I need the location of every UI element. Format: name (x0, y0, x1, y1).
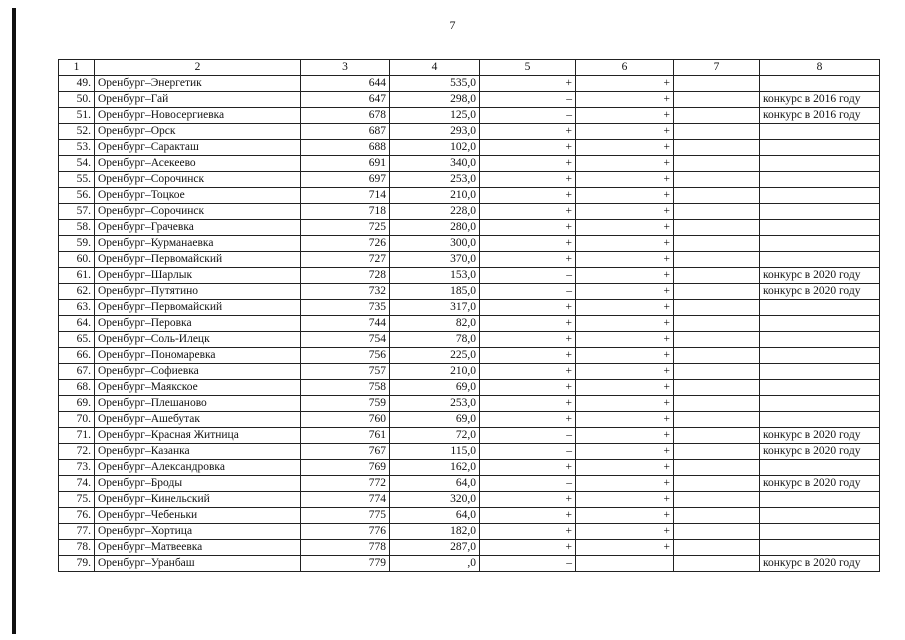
table-row (59, 236, 880, 252)
row-number-cell: 78. (59, 540, 95, 556)
route-code-cell: 774 (301, 492, 390, 508)
route-code-cell: 778 (301, 540, 390, 556)
column-6-mark-cell: + (576, 492, 674, 508)
distance-cell: 287,0 (390, 540, 480, 556)
row-number-cell: 57. (59, 204, 95, 220)
route-name-cell: Оренбург–Чебеньки (95, 508, 301, 524)
column-7-cell (674, 396, 760, 412)
row-number-cell: 64. (59, 316, 95, 332)
column-7-cell (674, 444, 760, 460)
distance-cell: 340,0 (390, 156, 480, 172)
note-cell: конкурс в 2016 году (760, 92, 880, 108)
page-number: 7 (449, 18, 456, 32)
route-code-cell: 735 (301, 300, 390, 316)
column-7-cell (674, 524, 760, 540)
column-7-cell (674, 284, 760, 300)
note-cell (760, 460, 880, 476)
route-code-cell: 779 (301, 556, 390, 572)
column-7-cell (674, 140, 760, 156)
table-row (59, 444, 880, 460)
row-number-cell: 62. (59, 284, 95, 300)
note-cell (760, 204, 880, 220)
column-5-mark-cell: + (480, 380, 576, 396)
note-cell (760, 188, 880, 204)
route-name-cell: Оренбург–Кинельский (95, 492, 301, 508)
distance-cell: 210,0 (390, 364, 480, 380)
distance-cell: 300,0 (390, 236, 480, 252)
column-header: 8 (760, 60, 880, 76)
table-row (59, 204, 880, 220)
column-7-cell (674, 540, 760, 556)
column-header: 1 (59, 60, 95, 76)
table-row (59, 124, 880, 140)
route-code-cell: 754 (301, 332, 390, 348)
table-row (59, 348, 880, 364)
column-6-mark-cell: + (576, 156, 674, 172)
column-header: 7 (674, 60, 760, 76)
column-5-mark-cell: + (480, 348, 576, 364)
column-header: 5 (480, 60, 576, 76)
route-code-cell: 727 (301, 252, 390, 268)
column-7-cell (674, 124, 760, 140)
note-cell (760, 508, 880, 524)
row-number-cell: 71. (59, 428, 95, 444)
route-name-cell: Оренбург–Саракташ (95, 140, 301, 156)
column-7-cell (674, 428, 760, 444)
note-cell (760, 332, 880, 348)
distance-cell: 280,0 (390, 220, 480, 236)
column-6-mark-cell: + (576, 284, 674, 300)
column-5-mark-cell: + (480, 236, 576, 252)
row-number-cell: 49. (59, 76, 95, 92)
column-6-mark-cell: + (576, 540, 674, 556)
row-number-cell: 75. (59, 492, 95, 508)
distance-cell: 228,0 (390, 204, 480, 220)
route-code-cell: 691 (301, 156, 390, 172)
table-row (59, 428, 880, 444)
column-7-cell (674, 412, 760, 428)
note-cell (760, 492, 880, 508)
table-header-row (59, 60, 880, 76)
note-cell: конкурс в 2020 году (760, 444, 880, 460)
distance-cell: 253,0 (390, 396, 480, 412)
column-7-cell (674, 156, 760, 172)
column-6-mark-cell: + (576, 236, 674, 252)
distance-cell: 298,0 (390, 92, 480, 108)
note-cell (760, 316, 880, 332)
column-5-mark-cell: + (480, 300, 576, 316)
distance-cell: 69,0 (390, 380, 480, 396)
row-number-cell: 60. (59, 252, 95, 268)
distance-cell: 225,0 (390, 348, 480, 364)
distance-cell: 153,0 (390, 268, 480, 284)
distance-cell: 72,0 (390, 428, 480, 444)
route-name-cell: Оренбург–Грачевка (95, 220, 301, 236)
row-number-cell: 55. (59, 172, 95, 188)
note-cell (760, 412, 880, 428)
route-code-cell: 757 (301, 364, 390, 380)
column-6-mark-cell: + (576, 476, 674, 492)
column-6-mark-cell: + (576, 220, 674, 236)
route-name-cell: Оренбург–Асекеево (95, 156, 301, 172)
column-7-cell (674, 364, 760, 380)
row-number-cell: 61. (59, 268, 95, 284)
route-name-cell: Оренбург–Орск (95, 124, 301, 140)
route-name-cell: Оренбург–Александровка (95, 460, 301, 476)
note-cell (760, 220, 880, 236)
column-5-mark-cell: + (480, 492, 576, 508)
route-code-cell: 647 (301, 92, 390, 108)
column-5-mark-cell: + (480, 252, 576, 268)
column-6-mark-cell: + (576, 348, 674, 364)
row-number-cell: 69. (59, 396, 95, 412)
column-6-mark-cell: + (576, 444, 674, 460)
row-number-cell: 65. (59, 332, 95, 348)
table-row (59, 460, 880, 476)
column-5-mark-cell: – (480, 92, 576, 108)
distance-cell: 102,0 (390, 140, 480, 156)
route-code-cell: 775 (301, 508, 390, 524)
table-row (59, 412, 880, 428)
table-row (59, 108, 880, 124)
row-number-cell: 67. (59, 364, 95, 380)
column-5-mark-cell: + (480, 76, 576, 92)
column-7-cell (674, 188, 760, 204)
distance-cell: 210,0 (390, 188, 480, 204)
note-cell (760, 140, 880, 156)
route-name-cell: Оренбург–Перовка (95, 316, 301, 332)
note-cell: конкурс в 2016 году (760, 108, 880, 124)
column-header: 4 (390, 60, 480, 76)
table-row (59, 76, 880, 92)
route-code-cell: 728 (301, 268, 390, 284)
distance-cell: 253,0 (390, 172, 480, 188)
table-row (59, 508, 880, 524)
distance-cell: 125,0 (390, 108, 480, 124)
note-cell (760, 236, 880, 252)
table-row (59, 380, 880, 396)
route-name-cell: Оренбург–Сорочинск (95, 172, 301, 188)
table-row (59, 140, 880, 156)
column-6-mark-cell: + (576, 76, 674, 92)
note-cell (760, 380, 880, 396)
route-name-cell: Оренбург–Казанка (95, 444, 301, 460)
table-body (59, 60, 880, 572)
table-row (59, 300, 880, 316)
route-name-cell: Оренбург–Тоцкое (95, 188, 301, 204)
route-code-cell: 767 (301, 444, 390, 460)
distance-cell: 82,0 (390, 316, 480, 332)
column-7-cell (674, 172, 760, 188)
row-number-cell: 59. (59, 236, 95, 252)
column-7-cell (674, 380, 760, 396)
column-7-cell (674, 92, 760, 108)
row-number-cell: 77. (59, 524, 95, 540)
column-7-cell (674, 204, 760, 220)
table-row (59, 492, 880, 508)
distance-cell: 69,0 (390, 412, 480, 428)
column-5-mark-cell: – (480, 108, 576, 124)
route-code-cell: 759 (301, 396, 390, 412)
column-7-cell (674, 508, 760, 524)
column-7-cell (674, 252, 760, 268)
column-7-cell (674, 556, 760, 572)
note-cell (760, 364, 880, 380)
route-name-cell: Оренбург–Гай (95, 92, 301, 108)
column-5-mark-cell: + (480, 396, 576, 412)
note-cell (760, 156, 880, 172)
column-5-mark-cell: + (480, 412, 576, 428)
column-5-mark-cell: + (480, 156, 576, 172)
column-6-mark-cell: + (576, 428, 674, 444)
route-code-cell: 761 (301, 428, 390, 444)
column-6-mark-cell: + (576, 188, 674, 204)
row-number-cell: 54. (59, 156, 95, 172)
route-code-cell: 644 (301, 76, 390, 92)
row-number-cell: 79. (59, 556, 95, 572)
column-header: 3 (301, 60, 390, 76)
column-7-cell (674, 348, 760, 364)
note-cell (760, 124, 880, 140)
column-6-mark-cell: + (576, 140, 674, 156)
route-code-cell: 744 (301, 316, 390, 332)
column-6-mark-cell: + (576, 396, 674, 412)
column-6-mark-cell (576, 556, 674, 572)
route-name-cell: Оренбург–Маякское (95, 380, 301, 396)
row-number-cell: 50. (59, 92, 95, 108)
column-7-cell (674, 460, 760, 476)
column-7-cell (674, 492, 760, 508)
column-5-mark-cell: + (480, 204, 576, 220)
route-code-cell: 732 (301, 284, 390, 300)
route-name-cell: Оренбург–Красная Житница (95, 428, 301, 444)
table-row (59, 92, 880, 108)
note-cell (760, 348, 880, 364)
column-5-mark-cell: + (480, 220, 576, 236)
route-code-cell: 769 (301, 460, 390, 476)
column-5-mark-cell: + (480, 508, 576, 524)
column-7-cell (674, 76, 760, 92)
route-name-cell: Оренбург–Первомайский (95, 252, 301, 268)
row-number-cell: 52. (59, 124, 95, 140)
column-5-mark-cell: + (480, 540, 576, 556)
table-row (59, 396, 880, 412)
column-6-mark-cell: + (576, 172, 674, 188)
table-row (59, 188, 880, 204)
row-number-cell: 74. (59, 476, 95, 492)
column-6-mark-cell: + (576, 364, 674, 380)
scan-edge-bar (12, 8, 16, 634)
column-6-mark-cell: + (576, 460, 674, 476)
route-name-cell: Оренбург–Путятино (95, 284, 301, 300)
column-6-mark-cell: + (576, 92, 674, 108)
note-cell: конкурс в 2020 году (760, 284, 880, 300)
route-name-cell: Оренбург–Софиевка (95, 364, 301, 380)
distance-cell: 182,0 (390, 524, 480, 540)
note-cell: конкурс в 2020 году (760, 556, 880, 572)
column-5-mark-cell: + (480, 460, 576, 476)
route-name-cell: Оренбург–Уранбаш (95, 556, 301, 572)
column-7-cell (674, 332, 760, 348)
column-7-cell (674, 476, 760, 492)
route-name-cell: Оренбург–Ашебутак (95, 412, 301, 428)
route-code-cell: 760 (301, 412, 390, 428)
column-5-mark-cell: + (480, 316, 576, 332)
distance-cell: 64,0 (390, 476, 480, 492)
table-row (59, 332, 880, 348)
row-number-cell: 58. (59, 220, 95, 236)
route-code-cell: 776 (301, 524, 390, 540)
route-name-cell: Оренбург–Сорочинск (95, 204, 301, 220)
column-7-cell (674, 268, 760, 284)
row-number-cell: 53. (59, 140, 95, 156)
column-6-mark-cell: + (576, 300, 674, 316)
column-5-mark-cell: – (480, 444, 576, 460)
column-5-mark-cell: + (480, 364, 576, 380)
note-cell (760, 172, 880, 188)
route-code-cell: 714 (301, 188, 390, 204)
distance-cell: 64,0 (390, 508, 480, 524)
route-code-cell: 758 (301, 380, 390, 396)
column-6-mark-cell: + (576, 524, 674, 540)
route-code-cell: 688 (301, 140, 390, 156)
note-cell (760, 396, 880, 412)
column-6-mark-cell: + (576, 316, 674, 332)
table-row (59, 268, 880, 284)
column-6-mark-cell: + (576, 252, 674, 268)
table-row (59, 364, 880, 380)
column-header: 2 (95, 60, 301, 76)
distance-cell: 78,0 (390, 332, 480, 348)
table-row (59, 316, 880, 332)
table-row (59, 556, 880, 572)
route-name-cell: Оренбург–Броды (95, 476, 301, 492)
table-row (59, 524, 880, 540)
table-row (59, 540, 880, 556)
row-number-cell: 76. (59, 508, 95, 524)
distance-cell: 293,0 (390, 124, 480, 140)
column-header: 6 (576, 60, 674, 76)
column-6-mark-cell: + (576, 124, 674, 140)
row-number-cell: 56. (59, 188, 95, 204)
column-6-mark-cell: + (576, 508, 674, 524)
row-number-cell: 68. (59, 380, 95, 396)
distance-cell: 370,0 (390, 252, 480, 268)
distance-cell: ,0 (390, 556, 480, 572)
note-cell: конкурс в 2020 году (760, 268, 880, 284)
column-5-mark-cell: – (480, 556, 576, 572)
column-5-mark-cell: + (480, 172, 576, 188)
column-5-mark-cell: – (480, 428, 576, 444)
column-5-mark-cell: + (480, 124, 576, 140)
column-6-mark-cell: + (576, 268, 674, 284)
row-number-cell: 51. (59, 108, 95, 124)
distance-cell: 185,0 (390, 284, 480, 300)
column-6-mark-cell: + (576, 380, 674, 396)
distance-cell: 535,0 (390, 76, 480, 92)
note-cell (760, 540, 880, 556)
route-name-cell: Оренбург–Курманаевка (95, 236, 301, 252)
route-name-cell: Оренбург–Первомайский (95, 300, 301, 316)
route-code-cell: 726 (301, 236, 390, 252)
column-7-cell (674, 108, 760, 124)
column-5-mark-cell: – (480, 284, 576, 300)
row-number-cell: 70. (59, 412, 95, 428)
column-7-cell (674, 220, 760, 236)
table-row (59, 252, 880, 268)
column-6-mark-cell: + (576, 204, 674, 220)
table-row (59, 156, 880, 172)
route-code-cell: 756 (301, 348, 390, 364)
column-5-mark-cell: – (480, 476, 576, 492)
column-7-cell (674, 300, 760, 316)
row-number-cell: 66. (59, 348, 95, 364)
column-6-mark-cell: + (576, 332, 674, 348)
column-5-mark-cell: + (480, 332, 576, 348)
column-5-mark-cell: + (480, 524, 576, 540)
row-number-cell: 72. (59, 444, 95, 460)
note-cell (760, 252, 880, 268)
route-name-cell: Оренбург–Хортица (95, 524, 301, 540)
distance-cell: 162,0 (390, 460, 480, 476)
route-name-cell: Оренбург–Пономаревка (95, 348, 301, 364)
row-number-cell: 63. (59, 300, 95, 316)
route-name-cell: Оренбург–Шарлык (95, 268, 301, 284)
distance-cell: 317,0 (390, 300, 480, 316)
table-row (59, 476, 880, 492)
column-6-mark-cell: + (576, 412, 674, 428)
column-5-mark-cell: + (480, 188, 576, 204)
note-cell (760, 300, 880, 316)
note-cell: конкурс в 2020 году (760, 476, 880, 492)
routes-table (58, 59, 880, 572)
column-7-cell (674, 236, 760, 252)
route-code-cell: 772 (301, 476, 390, 492)
distance-cell: 115,0 (390, 444, 480, 460)
route-code-cell: 678 (301, 108, 390, 124)
column-5-mark-cell: + (480, 140, 576, 156)
route-name-cell: Оренбург–Плешаново (95, 396, 301, 412)
route-name-cell: Оренбург–Новосергиевка (95, 108, 301, 124)
row-number-cell: 73. (59, 460, 95, 476)
table-row (59, 220, 880, 236)
table-row (59, 172, 880, 188)
table-row (59, 284, 880, 300)
route-name-cell: Оренбург–Матвеевка (95, 540, 301, 556)
column-7-cell (674, 316, 760, 332)
note-cell: конкурс в 2020 году (760, 428, 880, 444)
route-code-cell: 697 (301, 172, 390, 188)
route-name-cell: Оренбург–Энергетик (95, 76, 301, 92)
route-code-cell: 687 (301, 124, 390, 140)
note-cell (760, 76, 880, 92)
note-cell (760, 524, 880, 540)
route-code-cell: 725 (301, 220, 390, 236)
column-6-mark-cell: + (576, 108, 674, 124)
column-5-mark-cell: – (480, 268, 576, 284)
route-code-cell: 718 (301, 204, 390, 220)
distance-cell: 320,0 (390, 492, 480, 508)
route-name-cell: Оренбург–Соль-Илецк (95, 332, 301, 348)
